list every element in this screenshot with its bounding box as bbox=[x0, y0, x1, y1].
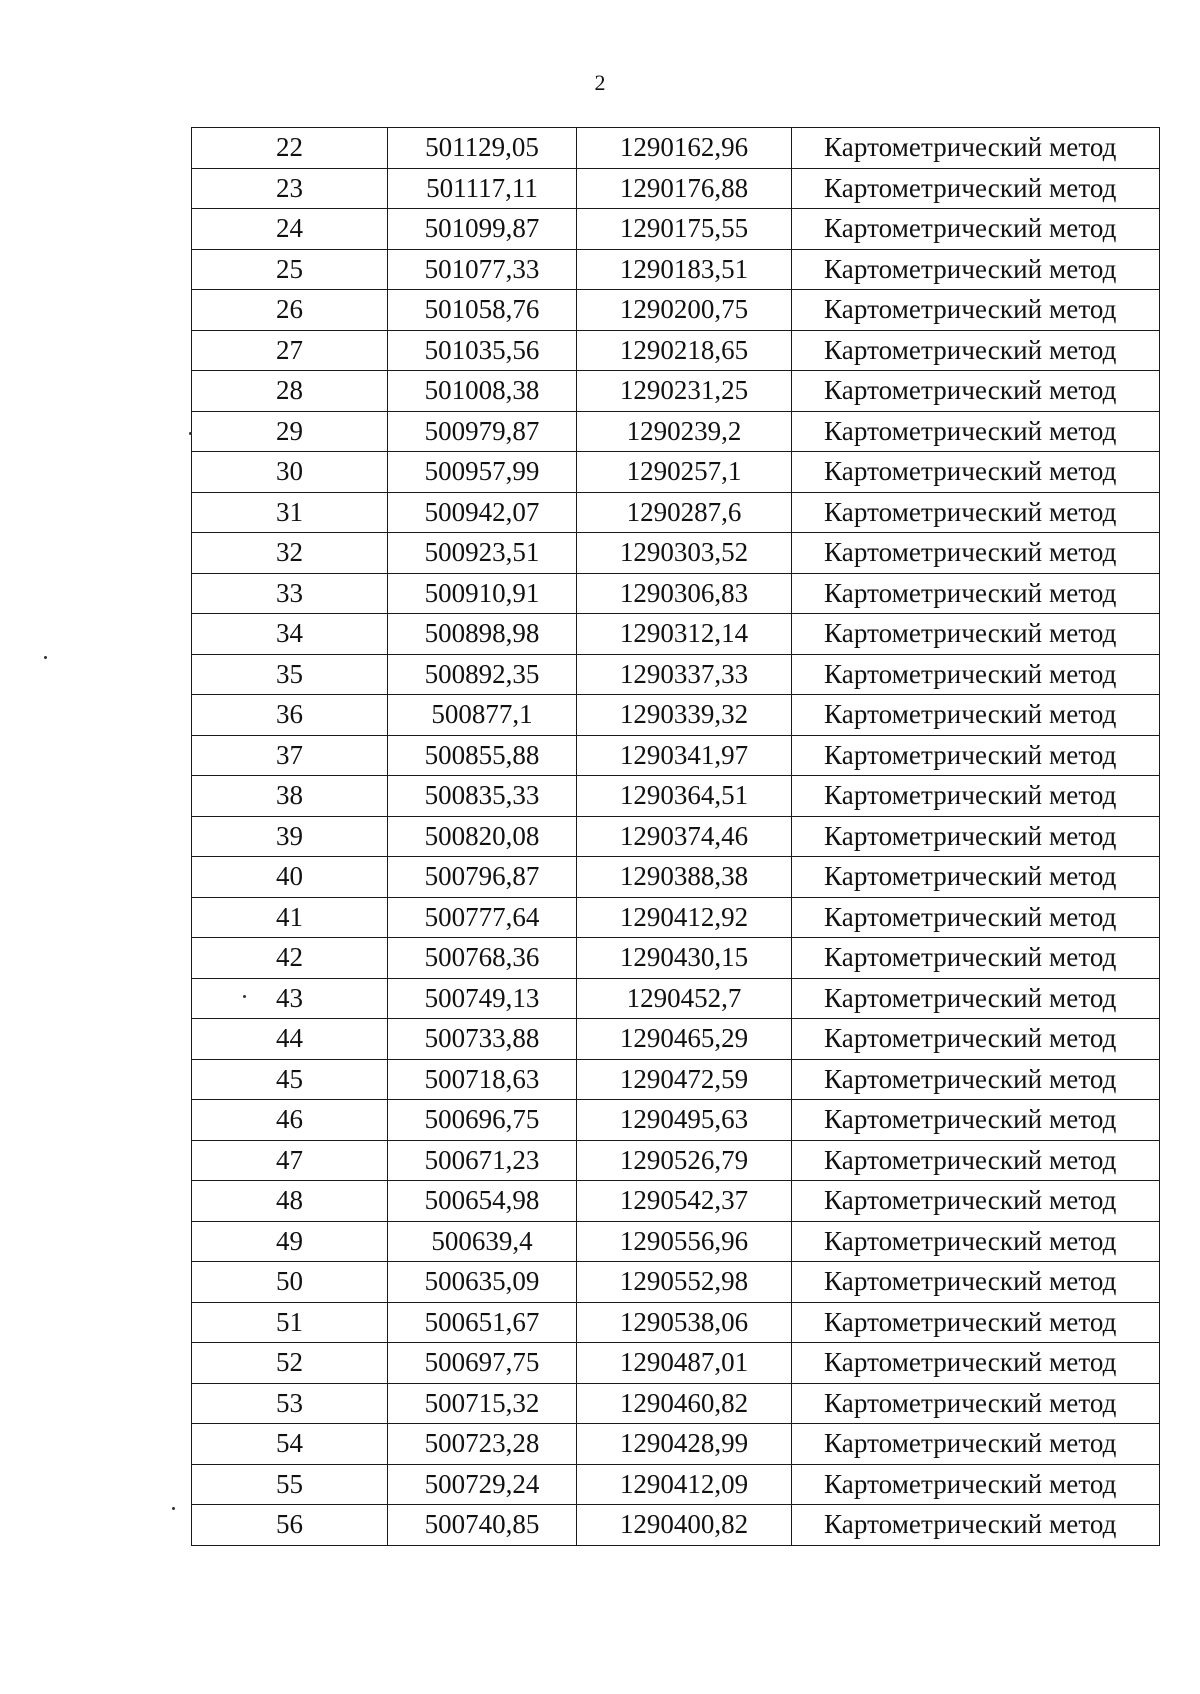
x-coordinate-cell: 500639,4 bbox=[388, 1221, 577, 1262]
x-coordinate-cell: 500923,51 bbox=[388, 533, 577, 574]
point-number-cell: 49 bbox=[192, 1221, 388, 1262]
method-cell: Картометрический метод bbox=[792, 573, 1160, 614]
method-cell: Картометрический метод bbox=[792, 654, 1160, 695]
y-coordinate-cell: 1290538,06 bbox=[577, 1302, 792, 1343]
table-row bbox=[192, 1424, 1160, 1465]
point-number-cell: 41 bbox=[192, 897, 388, 938]
method-cell: Картометрический метод bbox=[792, 452, 1160, 493]
x-coordinate-cell: 500740,85 bbox=[388, 1505, 577, 1546]
y-coordinate-cell: 1290312,14 bbox=[577, 614, 792, 655]
point-number-cell: 42 bbox=[192, 938, 388, 979]
table-row bbox=[192, 168, 1160, 209]
y-coordinate-cell: 1290542,37 bbox=[577, 1181, 792, 1222]
x-coordinate-cell: 500733,88 bbox=[388, 1019, 577, 1060]
point-number-cell: 22 bbox=[192, 128, 388, 169]
point-number-cell: 37 bbox=[192, 735, 388, 776]
method-cell: Картометрический метод bbox=[792, 1464, 1160, 1505]
x-coordinate-cell: 500696,75 bbox=[388, 1100, 577, 1141]
table-row bbox=[192, 371, 1160, 412]
y-coordinate-cell: 1290364,51 bbox=[577, 776, 792, 817]
point-number-cell: 29 bbox=[192, 411, 388, 452]
x-coordinate-cell: 500910,91 bbox=[388, 573, 577, 614]
scan-speck bbox=[189, 432, 192, 435]
method-cell: Картометрический метод bbox=[792, 249, 1160, 290]
x-coordinate-cell: 500877,1 bbox=[388, 695, 577, 736]
method-cell: Картометрический метод bbox=[792, 776, 1160, 817]
y-coordinate-cell: 1290162,96 bbox=[577, 128, 792, 169]
method-cell: Картометрический метод bbox=[792, 1424, 1160, 1465]
table-row bbox=[192, 978, 1160, 1019]
x-coordinate-cell: 501058,76 bbox=[388, 290, 577, 331]
x-coordinate-cell: 500942,07 bbox=[388, 492, 577, 533]
y-coordinate-cell: 1290487,01 bbox=[577, 1343, 792, 1384]
table-row bbox=[192, 1343, 1160, 1384]
y-coordinate-cell: 1290495,63 bbox=[577, 1100, 792, 1141]
x-coordinate-cell: 500715,32 bbox=[388, 1383, 577, 1424]
y-coordinate-cell: 1290556,96 bbox=[577, 1221, 792, 1262]
method-cell: Картометрический метод bbox=[792, 978, 1160, 1019]
method-cell: Картометрический метод bbox=[792, 168, 1160, 209]
point-number-cell: 53 bbox=[192, 1383, 388, 1424]
x-coordinate-cell: 501035,56 bbox=[388, 330, 577, 371]
y-coordinate-cell: 1290472,59 bbox=[577, 1059, 792, 1100]
y-coordinate-cell: 1290257,1 bbox=[577, 452, 792, 493]
y-coordinate-cell: 1290452,7 bbox=[577, 978, 792, 1019]
table-row bbox=[192, 938, 1160, 979]
method-cell: Картометрический метод bbox=[792, 1302, 1160, 1343]
table-row bbox=[192, 1302, 1160, 1343]
method-cell: Картометрический метод bbox=[792, 533, 1160, 574]
point-number-cell: 56 bbox=[192, 1505, 388, 1546]
method-cell: Картометрический метод bbox=[792, 1343, 1160, 1384]
x-coordinate-cell: 500671,23 bbox=[388, 1140, 577, 1181]
table-row bbox=[192, 776, 1160, 817]
scan-speck bbox=[172, 1507, 175, 1510]
point-number-cell: 25 bbox=[192, 249, 388, 290]
table-row bbox=[192, 1059, 1160, 1100]
table-row bbox=[192, 573, 1160, 614]
y-coordinate-cell: 1290430,15 bbox=[577, 938, 792, 979]
point-number-cell: 40 bbox=[192, 857, 388, 898]
page-number: 2 bbox=[594, 70, 606, 95]
point-number-cell: 50 bbox=[192, 1262, 388, 1303]
y-coordinate-cell: 1290526,79 bbox=[577, 1140, 792, 1181]
table-row bbox=[192, 533, 1160, 574]
method-cell: Картометрический метод bbox=[792, 1221, 1160, 1262]
table-row bbox=[192, 857, 1160, 898]
x-coordinate-cell: 500979,87 bbox=[388, 411, 577, 452]
y-coordinate-cell: 1290341,97 bbox=[577, 735, 792, 776]
table-row bbox=[192, 1383, 1160, 1424]
method-cell: Картометрический метод bbox=[792, 938, 1160, 979]
table-row bbox=[192, 452, 1160, 493]
x-coordinate-cell: 500820,08 bbox=[388, 816, 577, 857]
method-cell: Картометрический метод bbox=[792, 290, 1160, 331]
point-number-cell: 46 bbox=[192, 1100, 388, 1141]
point-number-cell: 43 bbox=[192, 978, 388, 1019]
point-number-cell: 34 bbox=[192, 614, 388, 655]
table-row bbox=[192, 209, 1160, 250]
y-coordinate-cell: 1290287,6 bbox=[577, 492, 792, 533]
y-coordinate-cell: 1290176,88 bbox=[577, 168, 792, 209]
method-cell: Картометрический метод bbox=[792, 1059, 1160, 1100]
x-coordinate-cell: 501099,87 bbox=[388, 209, 577, 250]
method-cell: Картометрический метод bbox=[792, 371, 1160, 412]
point-number-cell: 27 bbox=[192, 330, 388, 371]
x-coordinate-cell: 500796,87 bbox=[388, 857, 577, 898]
method-cell: Картометрический метод bbox=[792, 614, 1160, 655]
x-coordinate-cell: 500835,33 bbox=[388, 776, 577, 817]
x-coordinate-cell: 500892,35 bbox=[388, 654, 577, 695]
method-cell: Картометрический метод bbox=[792, 411, 1160, 452]
point-number-cell: 30 bbox=[192, 452, 388, 493]
point-number-cell: 33 bbox=[192, 573, 388, 614]
point-number-cell: 55 bbox=[192, 1464, 388, 1505]
x-coordinate-cell: 501117,11 bbox=[388, 168, 577, 209]
point-number-cell: 28 bbox=[192, 371, 388, 412]
y-coordinate-cell: 1290374,46 bbox=[577, 816, 792, 857]
table-row bbox=[192, 1221, 1160, 1262]
table-row bbox=[192, 1505, 1160, 1546]
table-row bbox=[192, 816, 1160, 857]
y-coordinate-cell: 1290306,83 bbox=[577, 573, 792, 614]
method-cell: Картометрический метод bbox=[792, 128, 1160, 169]
table-row bbox=[192, 1100, 1160, 1141]
method-cell: Картометрический метод bbox=[792, 1383, 1160, 1424]
table-row bbox=[192, 330, 1160, 371]
x-coordinate-cell: 500635,09 bbox=[388, 1262, 577, 1303]
y-coordinate-cell: 1290218,65 bbox=[577, 330, 792, 371]
table-row bbox=[192, 290, 1160, 331]
method-cell: Картометрический метод bbox=[792, 330, 1160, 371]
method-cell: Картометрический метод bbox=[792, 735, 1160, 776]
y-coordinate-cell: 1290465,29 bbox=[577, 1019, 792, 1060]
y-coordinate-cell: 1290303,52 bbox=[577, 533, 792, 574]
point-number-cell: 32 bbox=[192, 533, 388, 574]
point-number-cell: 47 bbox=[192, 1140, 388, 1181]
x-coordinate-cell: 500723,28 bbox=[388, 1424, 577, 1465]
point-number-cell: 26 bbox=[192, 290, 388, 331]
y-coordinate-cell: 1290428,99 bbox=[577, 1424, 792, 1465]
y-coordinate-cell: 1290552,98 bbox=[577, 1262, 792, 1303]
x-coordinate-cell: 500957,99 bbox=[388, 452, 577, 493]
table-row bbox=[192, 1181, 1160, 1222]
y-coordinate-cell: 1290388,38 bbox=[577, 857, 792, 898]
table-row bbox=[192, 695, 1160, 736]
table-row bbox=[192, 614, 1160, 655]
x-coordinate-cell: 501129,05 bbox=[388, 128, 577, 169]
point-number-cell: 54 bbox=[192, 1424, 388, 1465]
y-coordinate-cell: 1290400,82 bbox=[577, 1505, 792, 1546]
method-cell: Картометрический метод bbox=[792, 1505, 1160, 1546]
x-coordinate-cell: 501077,33 bbox=[388, 249, 577, 290]
point-number-cell: 24 bbox=[192, 209, 388, 250]
coordinates-table bbox=[191, 127, 1160, 1546]
table-row bbox=[192, 249, 1160, 290]
x-coordinate-cell: 500898,98 bbox=[388, 614, 577, 655]
point-number-cell: 36 bbox=[192, 695, 388, 736]
x-coordinate-cell: 500697,75 bbox=[388, 1343, 577, 1384]
y-coordinate-cell: 1290412,09 bbox=[577, 1464, 792, 1505]
table-row bbox=[192, 1019, 1160, 1060]
x-coordinate-cell: 500651,67 bbox=[388, 1302, 577, 1343]
point-number-cell: 39 bbox=[192, 816, 388, 857]
point-number-cell: 44 bbox=[192, 1019, 388, 1060]
table-row bbox=[192, 128, 1160, 169]
table-row bbox=[192, 411, 1160, 452]
y-coordinate-cell: 1290460,82 bbox=[577, 1383, 792, 1424]
table-row bbox=[192, 654, 1160, 695]
table-row bbox=[192, 1262, 1160, 1303]
point-number-cell: 48 bbox=[192, 1181, 388, 1222]
x-coordinate-cell: 500768,36 bbox=[388, 938, 577, 979]
y-coordinate-cell: 1290231,25 bbox=[577, 371, 792, 412]
x-coordinate-cell: 500729,24 bbox=[388, 1464, 577, 1505]
method-cell: Картометрический метод bbox=[792, 1140, 1160, 1181]
point-number-cell: 52 bbox=[192, 1343, 388, 1384]
method-cell: Картометрический метод bbox=[792, 816, 1160, 857]
method-cell: Картометрический метод bbox=[792, 1019, 1160, 1060]
y-coordinate-cell: 1290200,75 bbox=[577, 290, 792, 331]
x-coordinate-cell: 500855,88 bbox=[388, 735, 577, 776]
scan-speck bbox=[243, 995, 246, 998]
x-coordinate-cell: 501008,38 bbox=[388, 371, 577, 412]
point-number-cell: 35 bbox=[192, 654, 388, 695]
method-cell: Картометрический метод bbox=[792, 1181, 1160, 1222]
y-coordinate-cell: 1290183,51 bbox=[577, 249, 792, 290]
y-coordinate-cell: 1290339,32 bbox=[577, 695, 792, 736]
point-number-cell: 45 bbox=[192, 1059, 388, 1100]
y-coordinate-cell: 1290412,92 bbox=[577, 897, 792, 938]
point-number-cell: 23 bbox=[192, 168, 388, 209]
table-row bbox=[192, 897, 1160, 938]
x-coordinate-cell: 500654,98 bbox=[388, 1181, 577, 1222]
method-cell: Картометрический метод bbox=[792, 1262, 1160, 1303]
y-coordinate-cell: 1290175,55 bbox=[577, 209, 792, 250]
point-number-cell: 31 bbox=[192, 492, 388, 533]
table-row bbox=[192, 735, 1160, 776]
table-row bbox=[192, 1464, 1160, 1505]
table-row bbox=[192, 492, 1160, 533]
y-coordinate-cell: 1290239,2 bbox=[577, 411, 792, 452]
x-coordinate-cell: 500777,64 bbox=[388, 897, 577, 938]
method-cell: Картометрический метод bbox=[792, 897, 1160, 938]
coordinates-table-body bbox=[192, 128, 1160, 1546]
y-coordinate-cell: 1290337,33 bbox=[577, 654, 792, 695]
method-cell: Картометрический метод bbox=[792, 492, 1160, 533]
x-coordinate-cell: 500749,13 bbox=[388, 978, 577, 1019]
method-cell: Картометрический метод bbox=[792, 1100, 1160, 1141]
method-cell: Картометрический метод bbox=[792, 209, 1160, 250]
method-cell: Картометрический метод bbox=[792, 695, 1160, 736]
table-row bbox=[192, 1140, 1160, 1181]
method-cell: Картометрический метод bbox=[792, 857, 1160, 898]
point-number-cell: 51 bbox=[192, 1302, 388, 1343]
scan-speck bbox=[44, 656, 47, 659]
point-number-cell: 38 bbox=[192, 776, 388, 817]
x-coordinate-cell: 500718,63 bbox=[388, 1059, 577, 1100]
